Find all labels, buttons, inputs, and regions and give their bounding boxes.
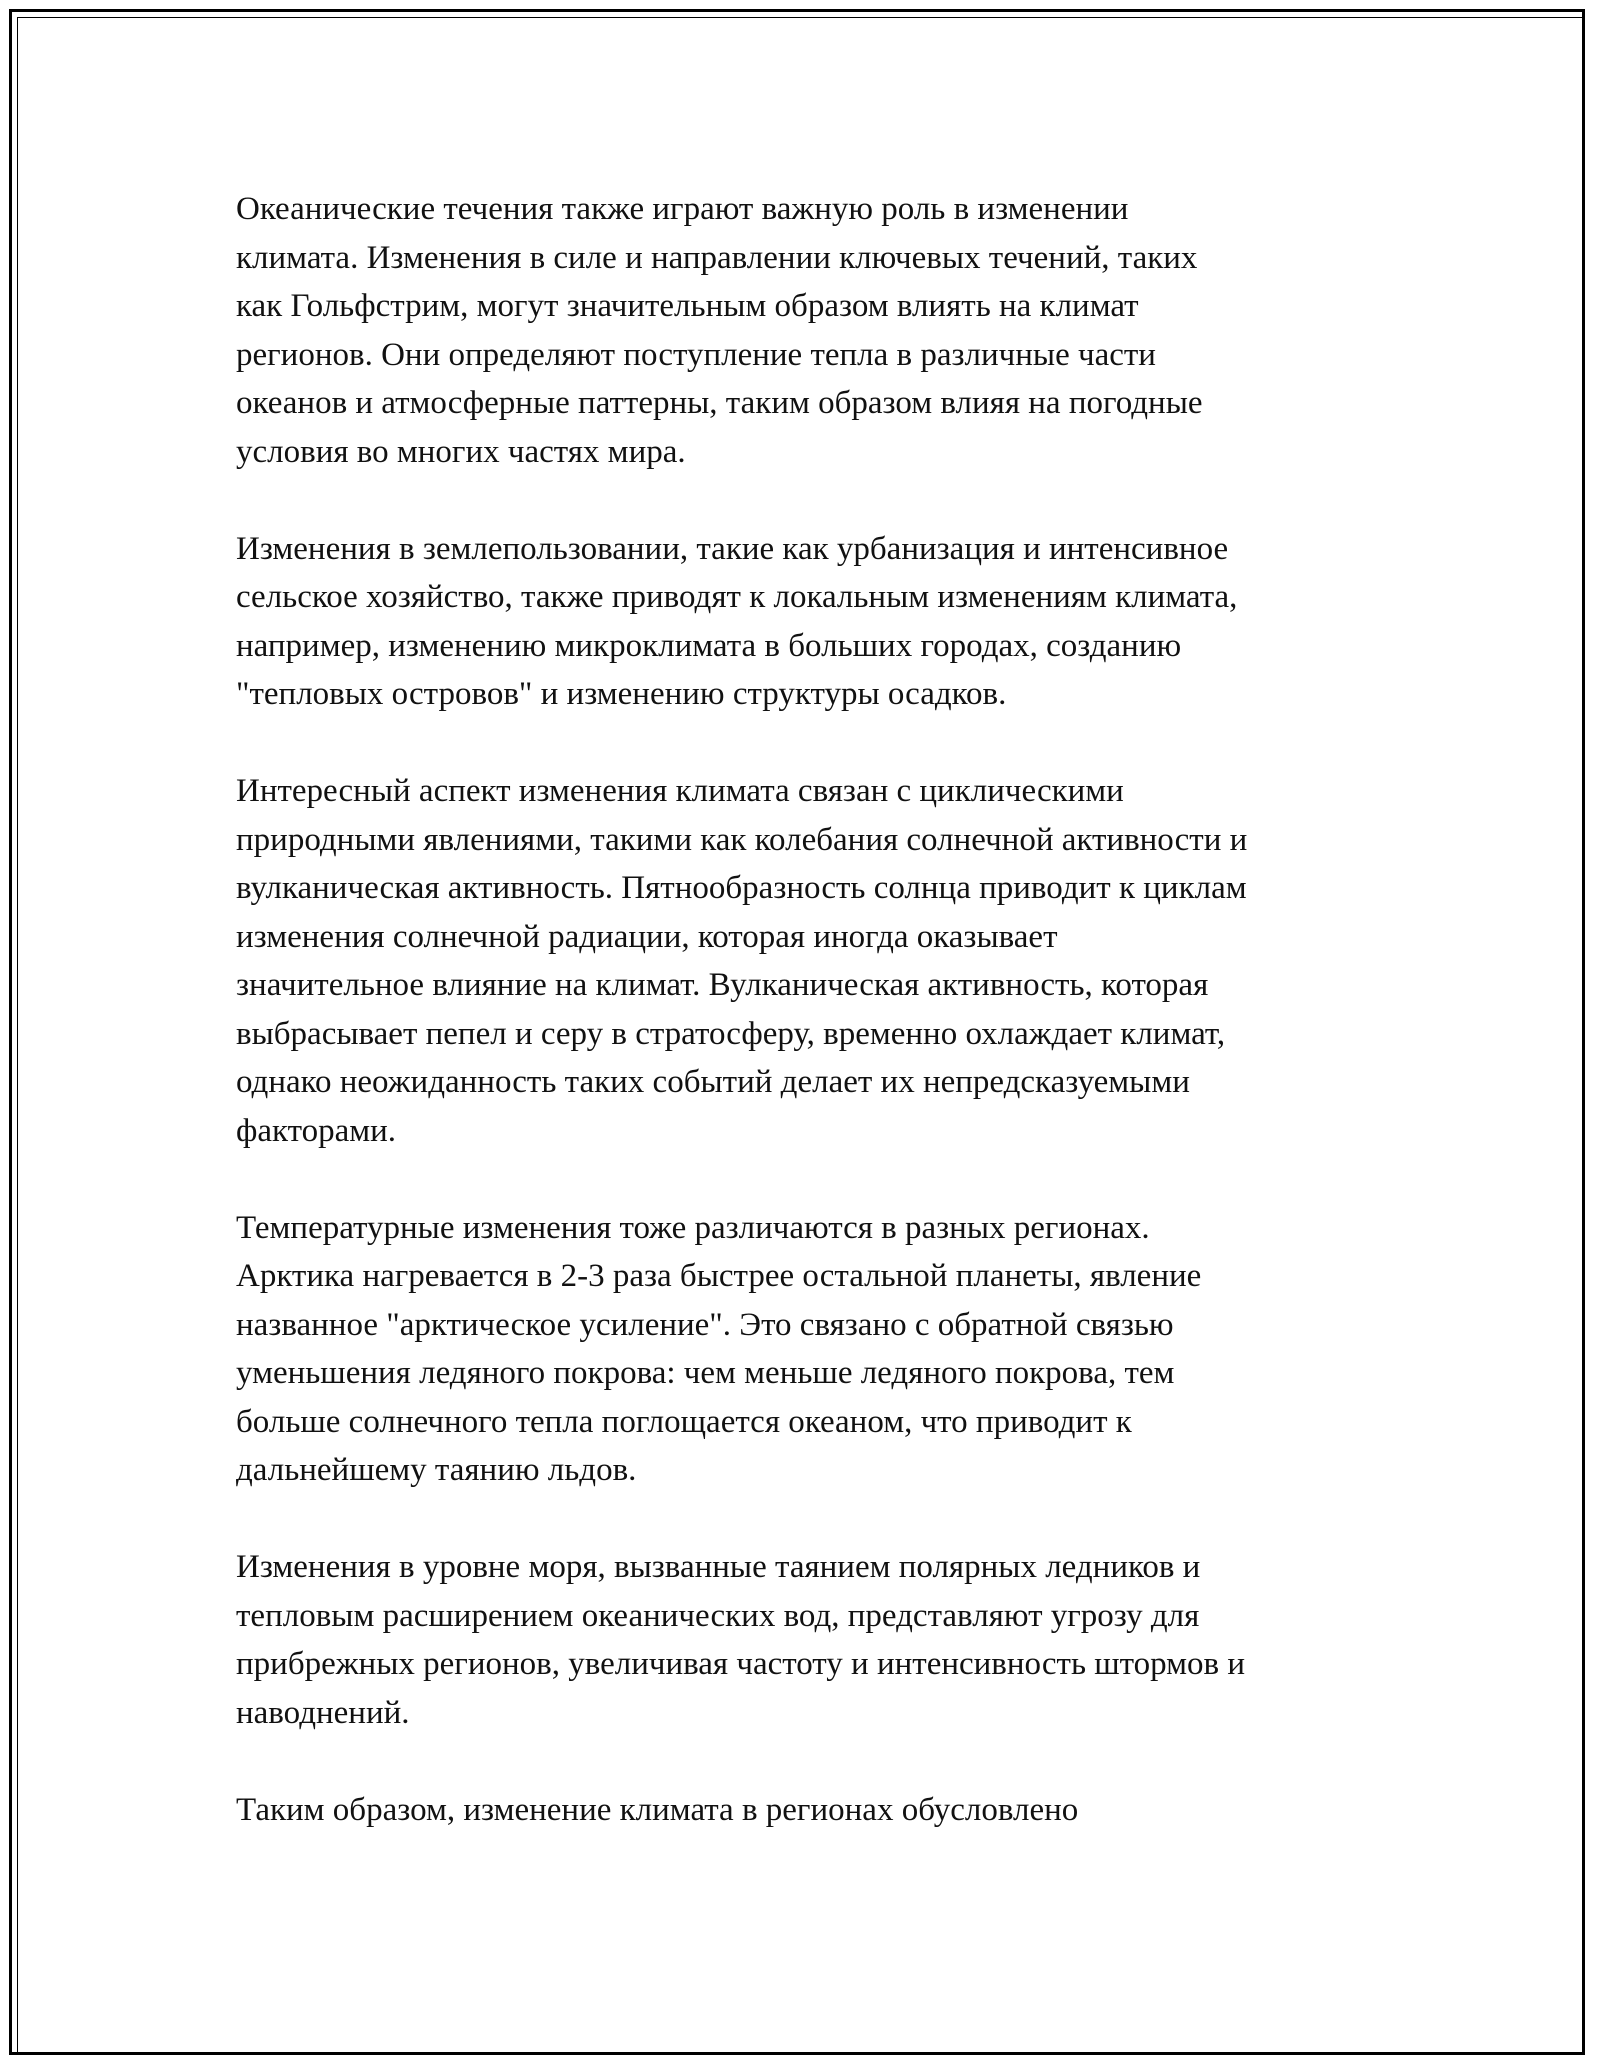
paragraph-conclusion — [236, 1786, 1396, 1835]
text-line: Арктика нагревается в 2-3 раза быстрее остальной планеты, явление — [236, 1258, 1202, 1294]
text-line: сельское хозяйство, также приводят к локальным изменениям климата, — [236, 579, 1238, 615]
paragraph-temperature — [236, 1204, 1396, 1495]
text-line: климата. Изменения в силе и направлении ключевых течений, таких — [236, 239, 1198, 276]
text-line: дальнейшему таянию льдов. — [236, 1452, 637, 1488]
text-line: названное "арктическое усиление". Это связано с обратной связью — [236, 1306, 1174, 1343]
text-line: океанов и атмосферные паттерны, таким образом влияя на погодные — [236, 385, 1203, 421]
text-line: уменьшения ледяного покрова: чем меньше ледяного покрова, тем — [236, 1355, 1175, 1391]
text-line: прибрежных регионов, увеличивая частоту и интенсивность штормов и — [236, 1646, 1246, 1682]
text-line: изменения солнечной радиации, которая иногда оказывает — [236, 918, 1058, 955]
text-line: Таким образом, изменение климата в регионах обусловлено — [236, 1791, 1079, 1828]
text-line: Интересный аспект изменения климата связан с циклическими — [236, 773, 1124, 809]
paragraph-natural-cycles — [236, 767, 1396, 1155]
paragraph-ocean-currents — [236, 185, 1396, 476]
text-line: тепловым расширением океанических вод, представляют угрозу для — [236, 1597, 1200, 1634]
text-line: Изменения в землепользовании, такие как урбанизация и интенсивное — [236, 530, 1229, 567]
document-body — [236, 185, 1396, 1883]
text-line: Температурные изменения тоже различаются в разных регионах. — [236, 1209, 1150, 1246]
text-line: факторами. — [236, 1112, 397, 1149]
text-line: природными явлениями, такими как колебания солнечной активности и — [236, 821, 1248, 858]
text-line: "тепловых островов" и изменению структуры осадков. — [236, 676, 1007, 712]
text-line: регионов. Они определяют поступление тепла в различные части — [236, 336, 1156, 373]
text-line: однако неожиданность таких событий делает их непредсказуемыми — [236, 1064, 1190, 1100]
text-line: больше солнечного тепла поглощается океаном, что приводит к — [236, 1403, 1132, 1440]
text-line: например, изменению микроклимата в больших городах, созданию — [236, 627, 1182, 664]
text-line: выбрасывает пепел и серу в стратосферу, временно охлаждает климат, — [236, 1015, 1226, 1052]
paragraph-land-use — [236, 525, 1396, 719]
text-line: наводнений. — [236, 1694, 410, 1731]
text-line: значительное влияние на климат. Вулканическая активность, которая — [236, 967, 1209, 1003]
text-line: вулканическая активность. Пятнообразность солнца приводит к циклам — [236, 870, 1247, 906]
text-line: условия во многих частях мира. — [236, 433, 686, 470]
text-line: Океанические течения также играют важную роль в изменении — [236, 191, 1129, 227]
text-line: как Гольфстрим, могут значительным образом влиять на климат — [236, 288, 1139, 324]
paragraph-sea-level — [236, 1543, 1396, 1737]
text-line: Изменения в уровне моря, вызванные таянием полярных ледников и — [236, 1549, 1201, 1585]
